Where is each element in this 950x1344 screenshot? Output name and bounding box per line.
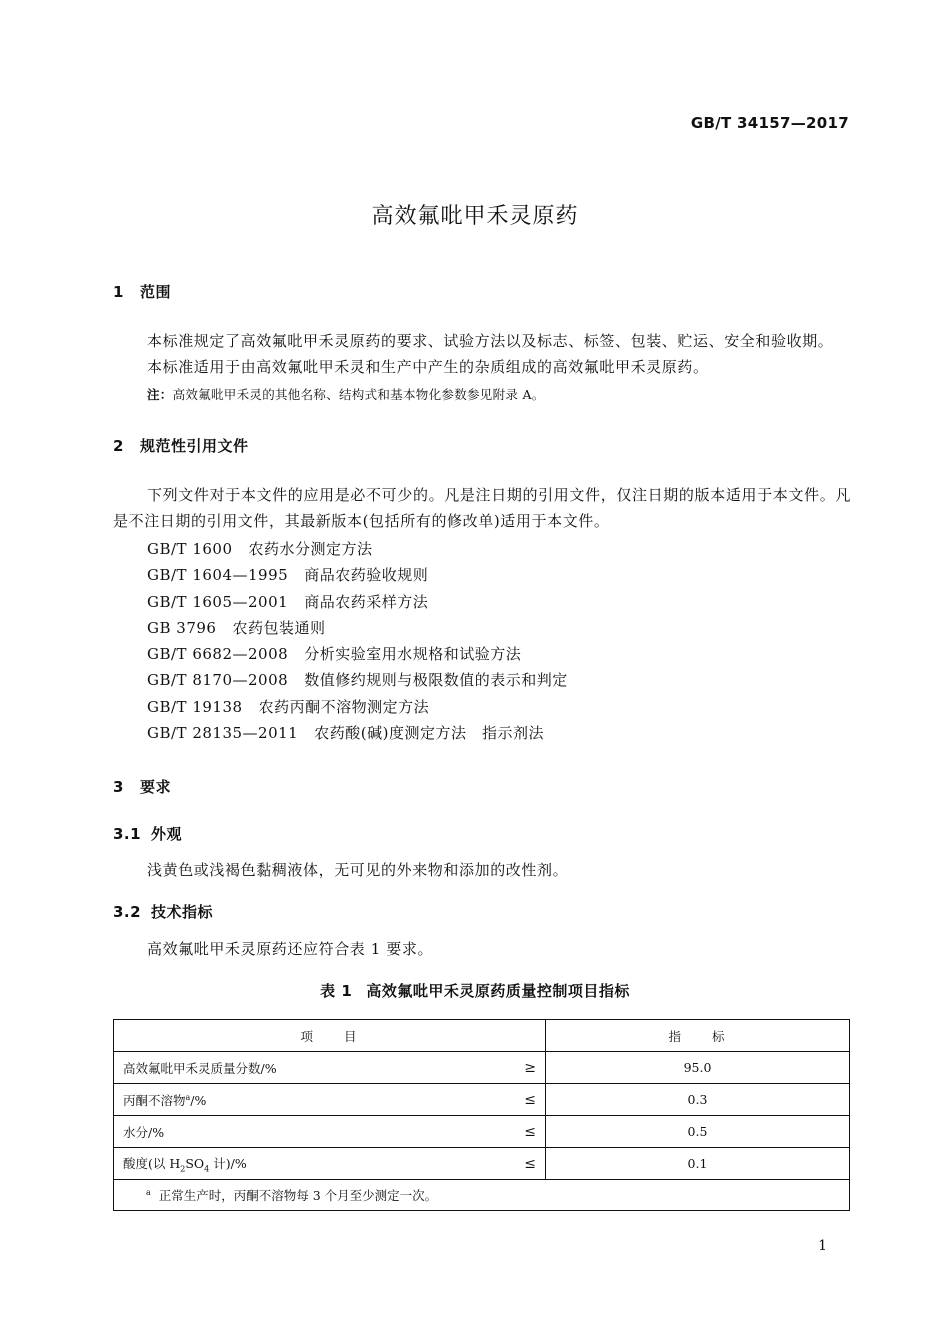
- item-cell: [114, 1052, 546, 1084]
- section-number: 3: [113, 778, 124, 796]
- technical-text: 高效氟吡甲禾灵原药还应符合表 1 要求。: [147, 940, 434, 958]
- item-label: [123, 1091, 206, 1109]
- page-number: 1: [818, 1238, 827, 1254]
- section-3-2-heading: [113, 901, 213, 922]
- reference-item: [147, 694, 568, 720]
- spec-table: [113, 1019, 850, 1211]
- comparison-symbol: ≤: [524, 1091, 536, 1108]
- standard-code: GB/T 34157—2017: [690, 114, 849, 132]
- ref-code: GB/T 6682—2008: [147, 645, 289, 664]
- header-item: 项 目: [114, 1020, 546, 1052]
- ref-title: 商品农药验收规则: [304, 566, 429, 585]
- value-cell: 95.0: [546, 1052, 850, 1084]
- section-title: 范围: [140, 283, 172, 301]
- table-title: 高效氟吡甲禾灵原药质量控制项目指标: [366, 982, 630, 1000]
- ref-code: GB/T 1605—2001: [147, 592, 289, 611]
- item-text-mid: SO: [185, 1155, 205, 1171]
- note-text: 高效氟吡甲禾灵的其他名称、结构式和基本物化参数参见附录 A。: [172, 387, 545, 402]
- ref-title: 农药水分测定方法: [248, 540, 373, 558]
- section-title: 外观: [151, 825, 183, 843]
- section-number: 3.1: [113, 825, 142, 843]
- reference-item: [147, 667, 568, 693]
- section-3-1-heading: [113, 823, 182, 844]
- table-header-row: [114, 1020, 850, 1052]
- item-text-pre: 酸度(以 H: [123, 1155, 181, 1171]
- table-row: [114, 1116, 850, 1148]
- item-label: [123, 1154, 247, 1174]
- item-cell: [114, 1116, 546, 1148]
- item-text-post: 计)/%: [209, 1155, 247, 1171]
- note-label: 注：: [147, 387, 173, 402]
- reference-item: [147, 536, 568, 562]
- section-number: 2: [113, 437, 124, 455]
- table-row: [114, 1052, 850, 1084]
- ref-code: GB/T 28135—2011: [147, 724, 299, 743]
- ref-title: 数值修约规则与极限数值的表示和判定: [304, 671, 568, 690]
- reference-list: [147, 536, 568, 746]
- section-number: 1: [113, 283, 124, 301]
- value-cell: 0.5: [546, 1116, 850, 1148]
- footnote-marker: a: [185, 1092, 191, 1102]
- ref-code: GB/T 8170—2008: [147, 671, 289, 690]
- normative-intro: 下列文件对于本文件的应用是必不可少的。凡是注日期的引用文件，仅注日期的版本适用于本文件。凡是不注日期的引用文件，其最新版本(包括所有的修改单)适用于本文件。: [113, 486, 851, 530]
- ref-title: 商品农药采样方法: [304, 592, 429, 611]
- item-label: 水分/%: [123, 1124, 165, 1140]
- ref-title: 农药丙酮不溶物测定方法: [258, 697, 430, 716]
- reference-item: [147, 615, 568, 641]
- ref-code: GB/T 1604—1995: [147, 566, 289, 585]
- comparison-symbol: ≤: [524, 1155, 536, 1172]
- ref-code: GB/T 1600: [147, 540, 233, 558]
- item-cell: [114, 1148, 546, 1180]
- section-title: 规范性引用文件: [140, 437, 249, 455]
- subscript: 2: [180, 1164, 186, 1174]
- item-cell: [114, 1084, 546, 1116]
- section-2-heading: [113, 435, 249, 456]
- appearance-text: 浅黄色或浅褐色黏稠液体，无可见的外来物和添加的改性剂。: [147, 861, 569, 879]
- ref-title: 农药包装通则: [232, 618, 326, 637]
- ref-code: GB 3796: [147, 618, 217, 637]
- comparison-symbol: ≥: [524, 1059, 536, 1076]
- value-cell: 0.3: [546, 1084, 850, 1116]
- table-number: 表 1: [320, 982, 353, 1000]
- header-value: 指 标: [546, 1020, 850, 1052]
- ref-code: GB/T 19138: [147, 697, 243, 716]
- table-footnote: [114, 1180, 850, 1211]
- ref-title: 农药酸(碱)度测定方法 指示剂法: [314, 724, 544, 743]
- value-cell: 0.1: [546, 1148, 850, 1180]
- section-number: 3.2: [113, 903, 142, 921]
- footnote-text: 正常生产时，丙酮不溶物每 3 个月至少测定一次。: [158, 1188, 438, 1203]
- table-row: [114, 1084, 850, 1116]
- section-title: 要求: [140, 778, 172, 796]
- item-text: 丙酮不溶物: [123, 1092, 186, 1108]
- subscript: 4: [204, 1164, 210, 1174]
- section-1-heading: [113, 281, 171, 302]
- reference-item: [147, 641, 568, 667]
- scope-note: [147, 385, 545, 403]
- section-title: 技术指标: [151, 903, 214, 921]
- scope-paragraph-2: 本标准适用于由高效氟吡甲禾灵和生产中产生的杂质组成的高效氟吡甲禾灵原药。: [147, 358, 709, 376]
- comparison-symbol: ≤: [524, 1123, 536, 1140]
- reference-item: [147, 720, 568, 746]
- footnote-marker: a: [146, 1187, 151, 1197]
- reference-item: [147, 562, 568, 588]
- ref-title: 分析实验室用水规格和试验方法: [304, 645, 522, 664]
- reference-item: [147, 589, 568, 615]
- scope-paragraph-1: 本标准规定了高效氟吡甲禾灵原药的要求、试验方法以及标志、标签、包装、贮运、安全和验收期。: [147, 332, 834, 350]
- table-caption: [0, 980, 950, 1001]
- item-label: 高效氟吡甲禾灵质量分数/%: [123, 1060, 277, 1076]
- document-title: 高效氟吡甲禾灵原药: [371, 204, 579, 229]
- section-3-heading: [113, 776, 171, 797]
- item-suffix: /%: [190, 1092, 207, 1108]
- table-footnote-row: [114, 1180, 850, 1211]
- table-row: [114, 1148, 850, 1180]
